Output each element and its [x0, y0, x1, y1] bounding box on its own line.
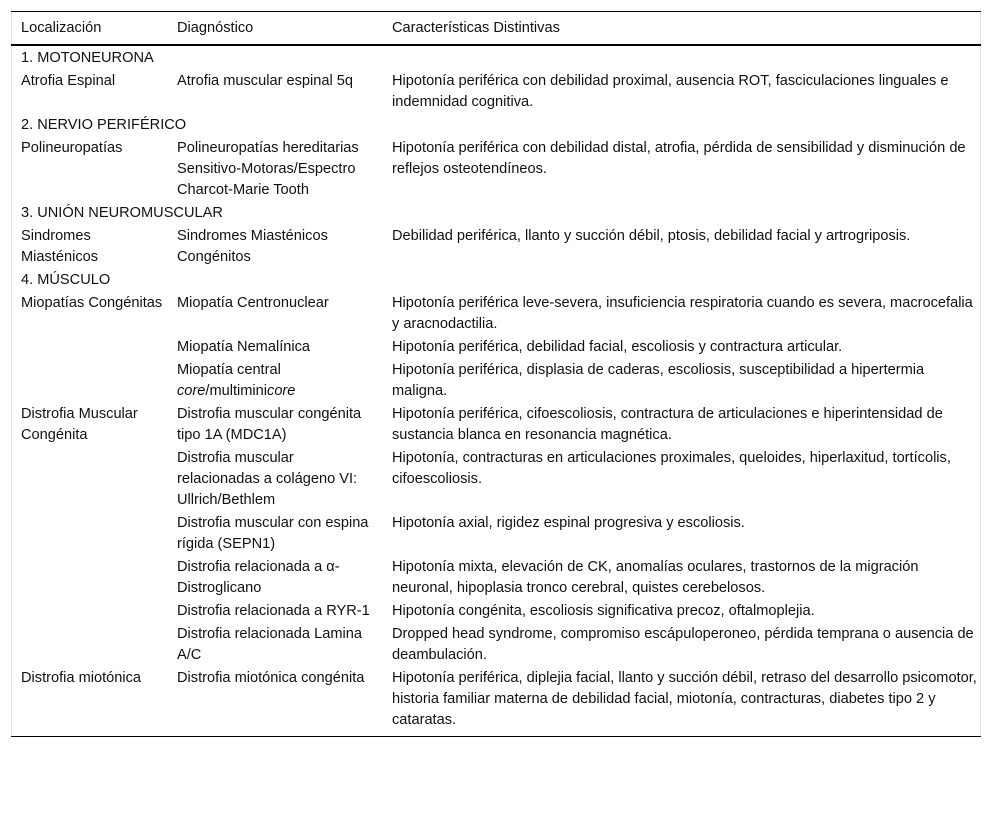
- cell-diagnostico: Atrofia muscular espinal 5q: [177, 73, 354, 89]
- cell-diagnostico: Distrofia muscular congénita tipo 1A (MDC1A): [177, 406, 362, 443]
- cell-caracteristicas: Hipotonía axial, rigidez espinal progresiva y escoliosis.: [392, 515, 745, 531]
- cell-diagnostico: Distrofia miotónica congénita: [177, 670, 365, 686]
- cell-localizacion: Distrofia Muscular Congénita: [21, 406, 138, 443]
- cell-caracteristicas: Hipotonía periférica, debilidad facial, escoliosis y contractura articular.: [392, 339, 843, 355]
- cell-localizacion: Miopatías Congénitas: [21, 295, 163, 311]
- section-label: 1. MOTONEURONA: [21, 50, 154, 66]
- diag-text: /multimini: [205, 383, 268, 399]
- table-row: [11, 70, 981, 114]
- table-row: [11, 359, 981, 403]
- table-row: [11, 336, 981, 359]
- cell-localizacion: [11, 512, 167, 556]
- cell-caracteristicas: Hipotonía mixta, elevación de CK, anomalías oculares, trastornos de la migración neuronal, hipoplasia tronco cerebral, quistes cerebelosos.: [392, 559, 919, 596]
- table-row: [11, 137, 981, 202]
- header-diagnostico: Diagnóstico: [177, 20, 254, 36]
- cell-caracteristicas: Hipotonía, contracturas en articulaciones proximales, queloides, hiperlaxitud, tortícolis, cifoescoliosis.: [392, 450, 951, 487]
- cell-diagnostico: Distrofia muscular relacionadas a colágeno VI: Ullrich/Bethlem: [177, 450, 358, 508]
- cell-diagnostico: Distrofia relacionada a RYR-1: [177, 603, 370, 619]
- cell-localizacion: [11, 359, 167, 403]
- cell-caracteristicas: Hipotonía periférica leve-severa, insuficiencia respiratoria cuando es severa, macrocefalia y aracnodactilia.: [392, 295, 973, 332]
- cell-caracteristicas: Hipotonía periférica con debilidad distal, atrofia, pérdida de sensibilidad y disminución de reflejos osteotendíneos.: [392, 140, 966, 177]
- table-row: [11, 225, 981, 269]
- cell-diagnostico: Distrofia relacionada a α-Distroglicano: [177, 559, 340, 596]
- cell-caracteristicas: Hipotonía congénita, escoliosis significativa precoz, oftalmoplejia.: [392, 603, 815, 619]
- cell-caracteristicas: Hipotonía periférica, displasia de caderas, escoliosis, susceptibilidad a hipertermia maligna.: [392, 362, 925, 399]
- table-row: [11, 292, 981, 336]
- cell-caracteristicas: Debilidad periférica, llanto y succión débil, ptosis, debilidad facial y artrogriposis.: [392, 228, 911, 244]
- cell-diagnostico: Distrofia muscular con espina rígida (SEPN1): [177, 515, 369, 552]
- table-row: [11, 667, 981, 737]
- section-row: [11, 269, 981, 292]
- table-row: [11, 512, 981, 556]
- diag-text-italic: core: [177, 383, 206, 399]
- header-row: [11, 12, 981, 46]
- cell-localizacion: [11, 600, 167, 623]
- cell-localizacion: [11, 623, 167, 667]
- cell-caracteristicas: Hipotonía periférica, diplejia facial, llanto y succión débil, retraso del desarrollo psicomotor, historia familiar materna de debilidad facial, miotonía, contracturas, diabetes tipo 2 y cataratas.: [392, 670, 977, 728]
- cell-localizacion: Sindromes Miasténicos: [21, 228, 99, 265]
- diagnosis-table-container: [11, 11, 981, 737]
- cell-localizacion: Distrofia miotónica: [21, 670, 142, 686]
- table-row: [11, 600, 981, 623]
- table-row: [11, 447, 981, 512]
- cell-diagnostico: Distrofia relacionada Lamina A/C: [177, 626, 362, 663]
- section-label: 3. UNIÓN NEUROMUSCULAR: [21, 205, 223, 221]
- cell-diagnostico: Miopatía Nemalínica: [177, 339, 311, 355]
- cell-localizacion: [11, 447, 167, 512]
- header-caracteristicas: Características Distintivas: [392, 20, 560, 36]
- cell-localizacion: Atrofia Espinal: [21, 73, 116, 89]
- cell-diagnostico: Polineuropatías hereditarias Sensitivo-Motoras/Espectro Charcot-Marie Tooth: [177, 140, 359, 198]
- diag-text-italic: core: [267, 383, 296, 399]
- section-label: 4. MÚSCULO: [21, 272, 111, 288]
- table-body: [11, 45, 981, 737]
- cell-localizacion: [11, 336, 167, 359]
- cell-localizacion: [11, 556, 167, 600]
- table-row: [11, 403, 981, 447]
- cell-caracteristicas: Dropped head syndrome, compromiso escápuloperoneo, pérdida temprana o ausencia de deambulación.: [392, 626, 974, 663]
- cell-diagnostico: Sindromes Miasténicos Congénitos: [177, 228, 328, 265]
- cell-diagnostico: [167, 359, 382, 403]
- section-label: 2. NERVIO PERIFÉRICO: [21, 117, 187, 133]
- cell-caracteristicas: Hipotonía periférica, cifoescoliosis, contractura de articulaciones e hiperintensidad de sustancia blanca en resonancia magnética.: [392, 406, 943, 443]
- header-localizacion: Localización: [21, 20, 102, 36]
- section-row: [11, 114, 981, 137]
- section-row: [11, 45, 981, 70]
- table-header: [11, 12, 981, 46]
- table-row: [11, 556, 981, 600]
- diagnosis-table: [11, 11, 981, 737]
- section-row: [11, 202, 981, 225]
- cell-localizacion: Polineuropatías: [21, 140, 123, 156]
- cell-diagnostico: Miopatía Centronuclear: [177, 295, 329, 311]
- table-row: [11, 623, 981, 667]
- diag-text: Miopatía central: [177, 362, 281, 378]
- cell-caracteristicas: Hipotonía periférica con debilidad proximal, ausencia ROT, fasciculaciones linguales e indemnidad cognitiva.: [392, 73, 949, 110]
